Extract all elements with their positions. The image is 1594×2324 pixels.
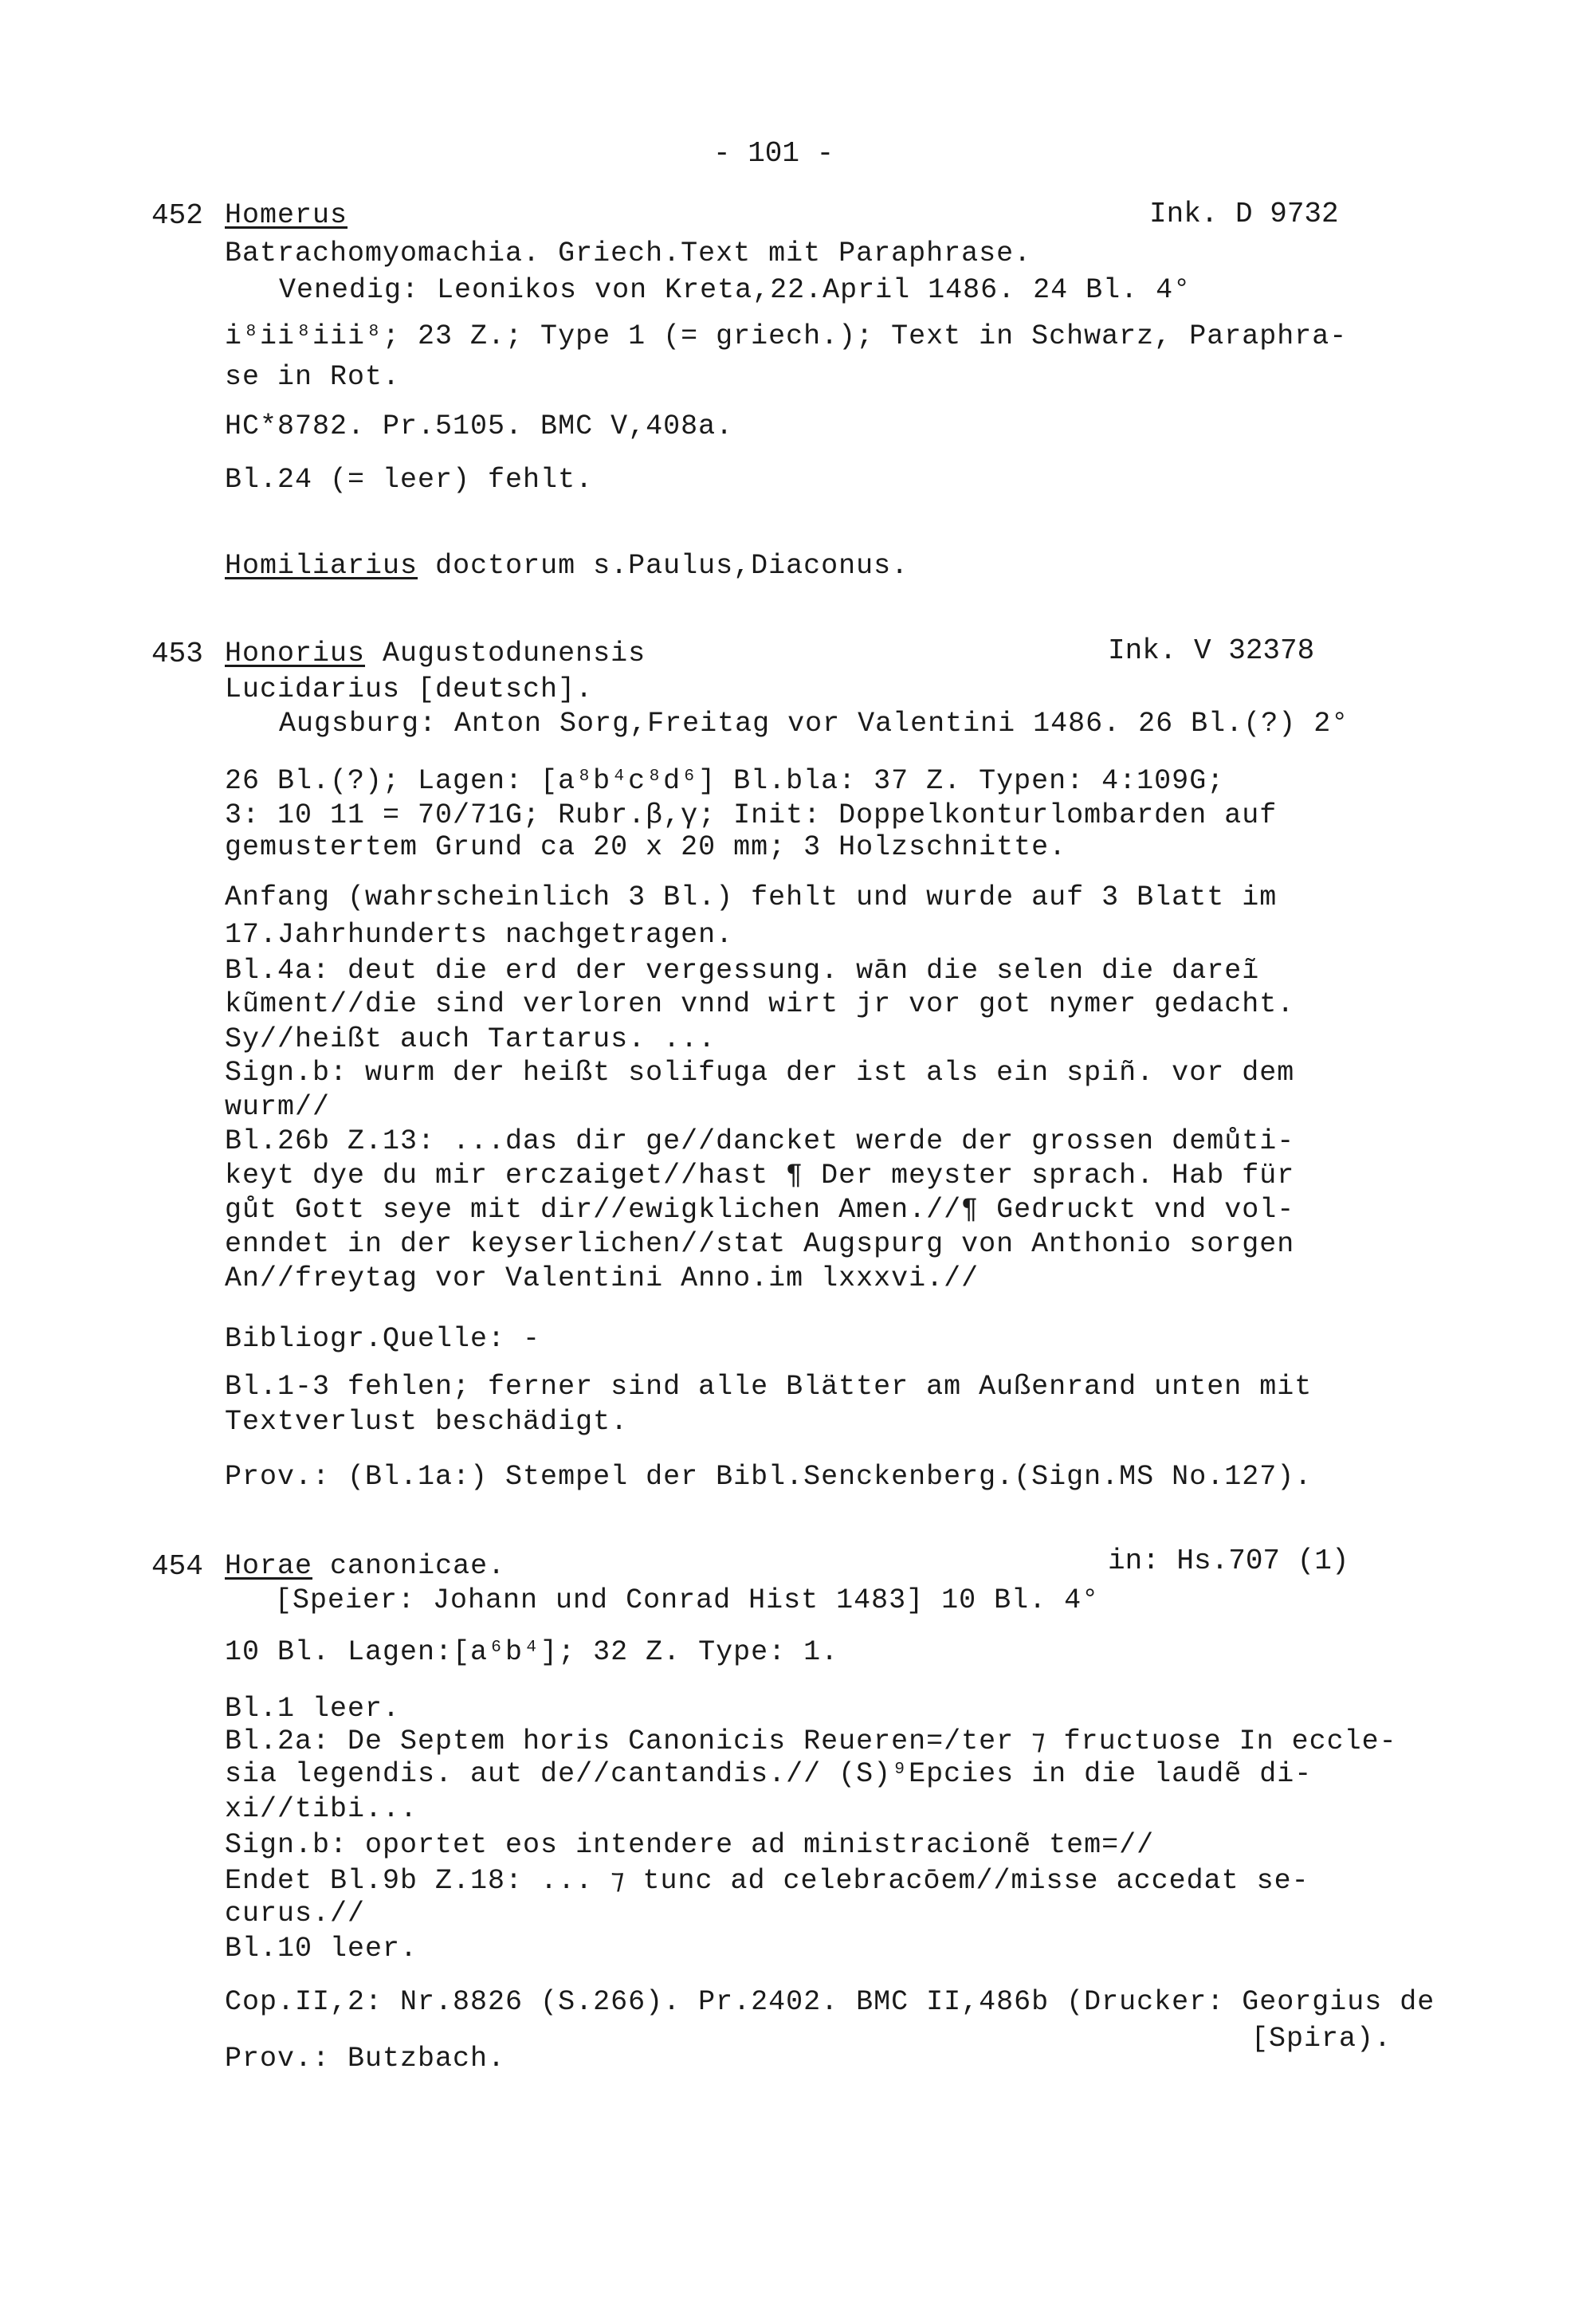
shelfmark: in: Hs.707 (1) — [1108, 1545, 1349, 1577]
entry-line: Textverlust beschädigt. — [225, 1406, 629, 1438]
heading-word: Honorius — [225, 638, 366, 669]
entry-line: HC*8782. Pr.5105. BMC V,408a. — [225, 410, 734, 442]
cross-reference — [225, 550, 909, 582]
entry-heading — [225, 1550, 505, 1582]
entry-line: 3: 10 11 = 70/71G; Rubr.β,γ; Init: Doppelkonturlombarden auf — [225, 799, 1278, 831]
entry-line: Prov.: Butzbach. — [225, 2043, 506, 2075]
entry-line: Prov.: (Bl.1a:) Stempel der Bibl.Senckenberg.(Sign.MS No.127). — [225, 1461, 1313, 1493]
entry-line: sia legendis. aut de//cantandis.// (S)⁹Epcies in die laudẽ di- — [225, 1758, 1313, 1790]
entry-line: Bl.10 leer. — [225, 1933, 418, 1965]
entry-line: i⁸ii⁸iii⁸; 23 Z.; Type 1 (= griech.); Text in Schwarz, Paraphra- — [225, 320, 1348, 352]
entry-line: Bl.1 leer. — [225, 1693, 401, 1725]
entry-line: xi//tibi... — [225, 1793, 418, 1825]
entry-line: An//freytag vor Valentini Anno.im lxxxvi.// — [225, 1262, 980, 1294]
entry-line: Venedig: Leonikos von Kreta,22.April 1486. 24 Bl. 4° — [279, 274, 1192, 306]
entry-line: Bl.2a: De Septem horis Canonicis Reueren=/ter ⁊ fructuose In eccle- — [225, 1725, 1397, 1757]
entry-line: keyt dye du mir erczaiget//hast ¶ Der meyster sprach. Hab für — [225, 1160, 1295, 1191]
entry-line: gemustertem Grund ca 20 x 20 mm; 3 Holzschnitte. — [225, 831, 1067, 863]
heading-word: Horae — [225, 1550, 313, 1582]
heading-rest: canonicae. — [330, 1550, 506, 1582]
entry-number: 452 — [151, 199, 203, 232]
heading-word: Homerus — [225, 199, 348, 231]
entry-heading — [225, 199, 347, 231]
entry-line: 17.Jahrhunderts nachgetragen. — [225, 919, 734, 951]
entry-heading — [225, 638, 646, 669]
entry-line: se in Rot. — [225, 361, 401, 393]
entry-line: Cop.II,2: Nr.8826 (S.266). Pr.2402. BMC II,486b (Drucker: Georgius de — [225, 1986, 1435, 2018]
cross-reference-target: doctorum s.Paulus,Diaconus. — [435, 550, 909, 582]
entry-line: Bl.4a: deut die erd der vergessung. wān die selen die dareĩ — [225, 955, 1260, 987]
entry-line: Lucidarius [deutsch]. — [225, 673, 594, 705]
entry-line: Bibliogr.Quelle: - — [225, 1323, 541, 1355]
entry-number: 453 — [151, 638, 203, 670]
heading-word: Homiliarius — [225, 550, 418, 582]
shelfmark: Ink. V 32378 — [1108, 634, 1315, 667]
entry-line: Bl.26b Z.13: ...das dir ge//dancket werde der grossen demůti- — [225, 1125, 1295, 1157]
entry-number: 454 — [151, 1550, 203, 1583]
entry-line: wurm// — [225, 1091, 331, 1123]
entry-line: [Speier: Johann und Conrad Hist 1483] 10 Bl. 4° — [275, 1584, 1100, 1616]
entry-line: Anfang (wahrscheinlich 3 Bl.) fehlt und wurde auf 3 Blatt im — [225, 881, 1278, 913]
entry-line: Batrachomyomachia. Griech.Text mit Paraphrase. — [225, 238, 1032, 269]
shelfmark: Ink. D 9732 — [1149, 198, 1339, 230]
page-number: - 101 - — [713, 137, 834, 170]
entry-line-continuation: [Spira). — [1251, 2023, 1392, 2055]
entry-line: kũment//die sind verloren vnnd wirt jr vor got nymer gedacht. — [225, 988, 1295, 1020]
entry-line: Sign.b: wurm der heißt solifuga der ist als ein spiñ. vor dem — [225, 1057, 1295, 1089]
entry-line: Augsburg: Anton Sorg,Freitag vor Valentini 1486. 26 Bl.(?) 2° — [279, 708, 1349, 740]
entry-line: Bl.24 (= leer) fehlt. — [225, 464, 594, 496]
entry-line: Bl.1-3 fehlen; ferner sind alle Blätter am Außenrand unten mit — [225, 1371, 1313, 1403]
entry-line: curus.// — [225, 1898, 366, 1929]
entry-line: Endet Bl.9b Z.18: ... ⁊ tunc ad celebracōem//misse accedat se- — [225, 1865, 1309, 1897]
entry-line: 10 Bl. Lagen:[a⁶b⁴]; 32 Z. Type: 1. — [225, 1636, 839, 1668]
entry-line: Sign.b: oportet eos intendere ad ministracionẽ tem=// — [225, 1829, 1155, 1861]
heading-rest: Augustodunensis — [383, 638, 646, 669]
entry-line: enndet in der keyserlichen//stat Augspurg von Anthonio sorgen — [225, 1228, 1295, 1260]
entry-line: gůt Gott seye mit dir//ewigklichen Amen.//¶ Gedruckt vnd vol- — [225, 1194, 1295, 1226]
entry-line: 26 Bl.(?); Lagen: [a⁸b⁴c⁸d⁶] Bl.bla: 37 Z. Typen: 4:109G; — [225, 765, 1225, 797]
entry-line: Sy//heißt auch Tartarus. ... — [225, 1023, 717, 1055]
